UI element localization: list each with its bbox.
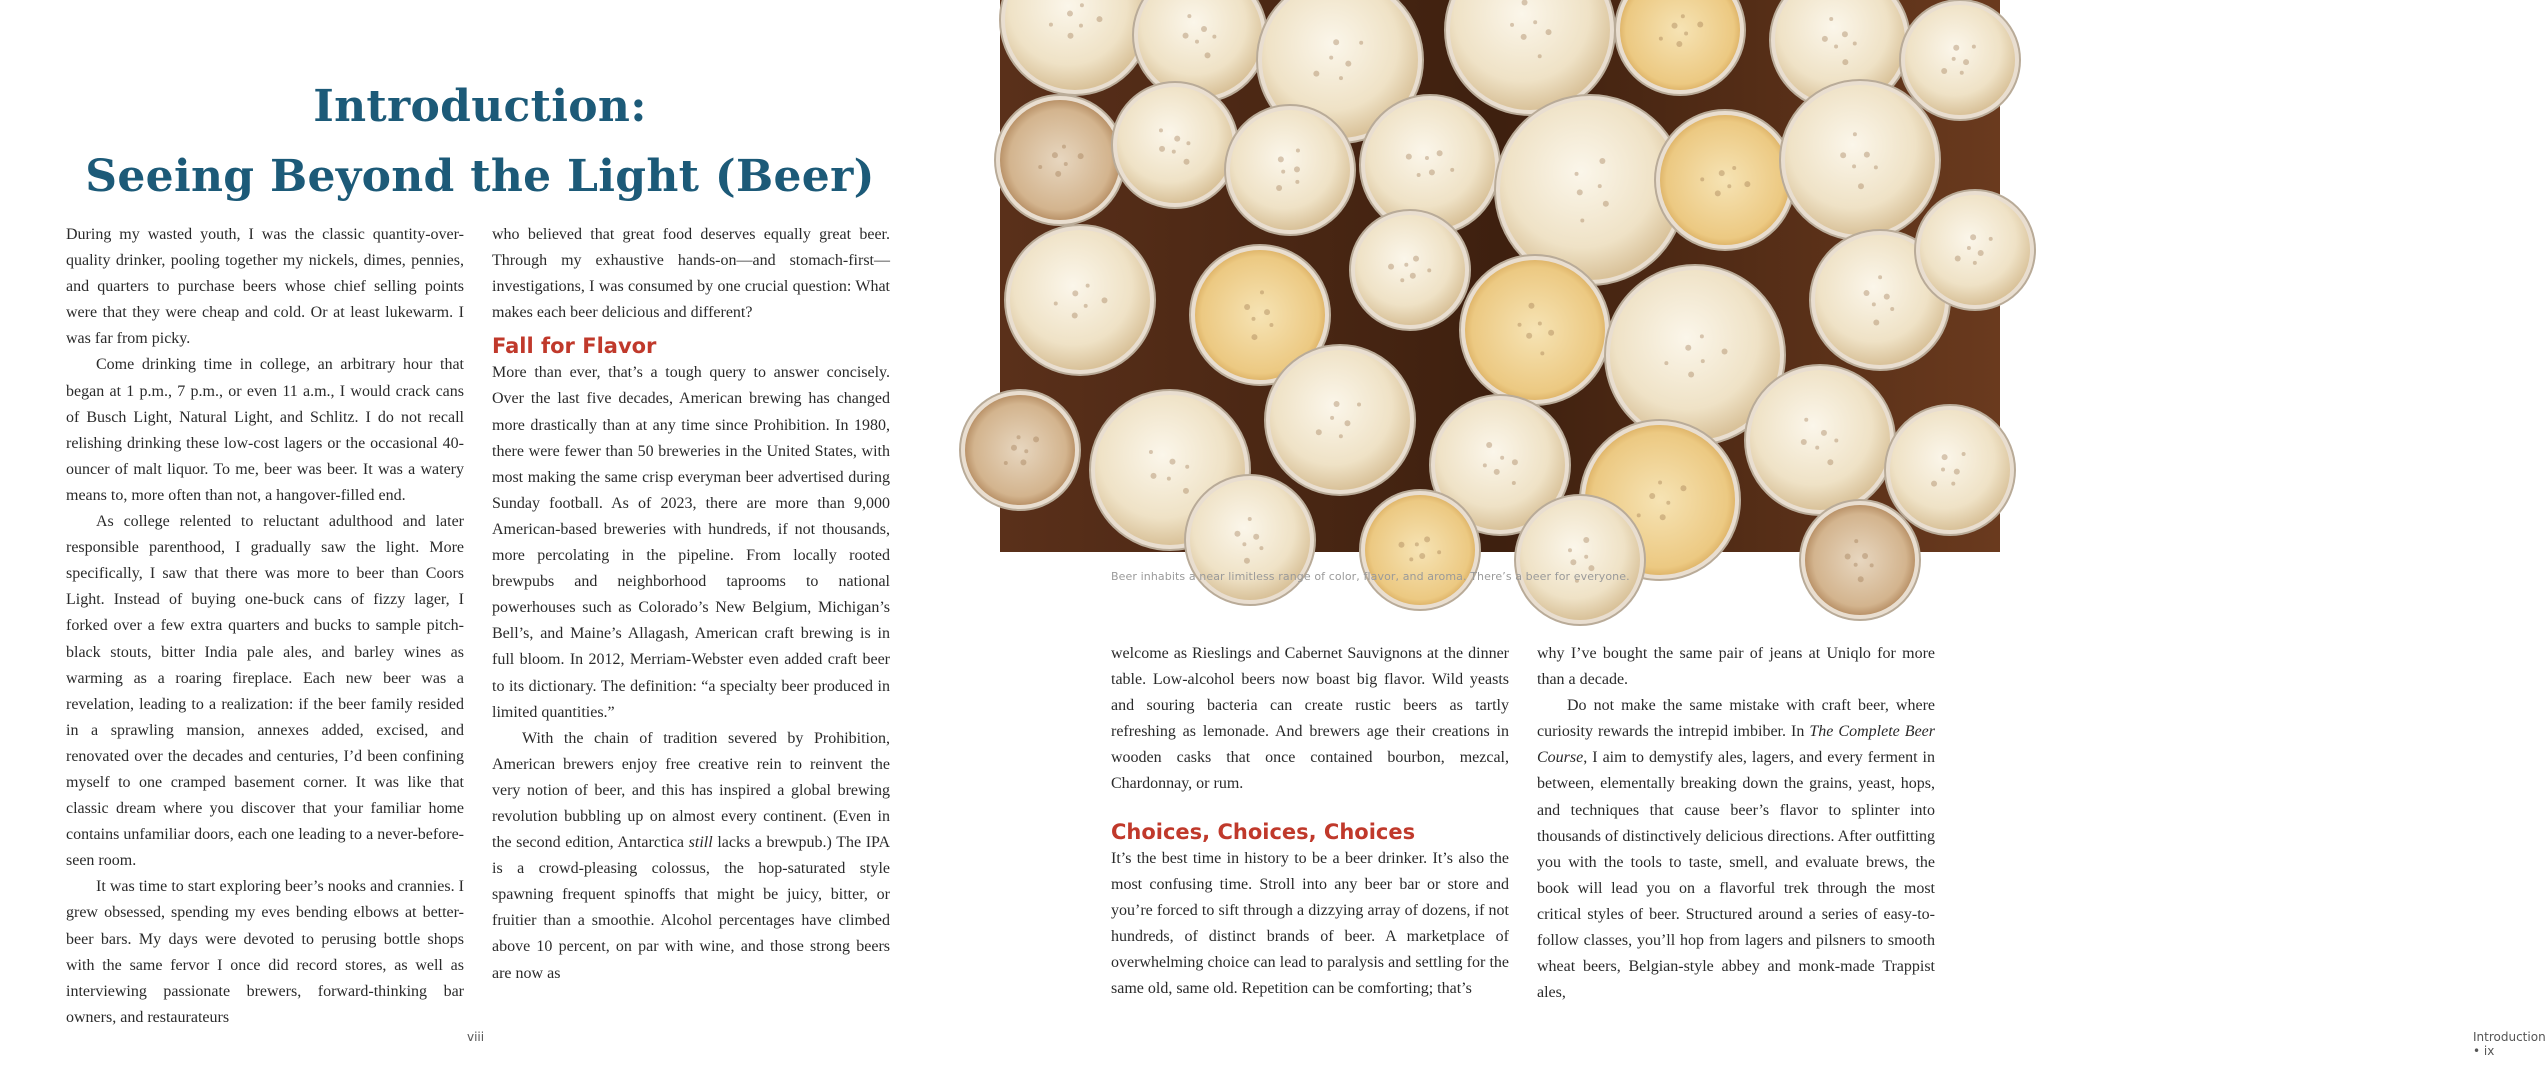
- beer-foam: [1355, 215, 1465, 325]
- bubble: [1864, 152, 1870, 158]
- beer-foam: [1230, 110, 1350, 230]
- bubble: [1978, 250, 1984, 256]
- bubble: [1212, 35, 1216, 39]
- bubble: [1413, 256, 1419, 262]
- bubble: [1494, 469, 1500, 475]
- bubble: [1055, 171, 1061, 177]
- bubble: [1827, 459, 1833, 465]
- bubble: [1842, 59, 1848, 65]
- bubble: [1688, 371, 1694, 377]
- bubble: [1186, 141, 1190, 145]
- bubble: [1526, 333, 1532, 339]
- bubble: [1339, 76, 1343, 80]
- beer-foam: [965, 395, 1075, 505]
- bubble: [1244, 558, 1250, 564]
- bubble: [1359, 41, 1363, 45]
- bubble: [1521, 34, 1527, 40]
- bubble: [1054, 301, 1058, 305]
- bubble: [1159, 128, 1163, 132]
- bubble: [1195, 40, 1199, 44]
- bubble: [1727, 184, 1731, 188]
- bubble: [1404, 263, 1408, 267]
- beer-foam: [1805, 505, 1915, 615]
- bubble: [1276, 185, 1282, 191]
- bubble: [1512, 481, 1516, 485]
- bubble: [1664, 361, 1668, 365]
- bubble: [1294, 166, 1300, 172]
- bubble: [1252, 317, 1256, 321]
- bubble: [1697, 21, 1703, 27]
- bubble: [1584, 555, 1588, 559]
- bubble: [1744, 181, 1750, 187]
- bubble: [1486, 442, 1492, 448]
- bubble: [1672, 23, 1678, 29]
- bubble: [1840, 152, 1846, 158]
- bubble: [1864, 290, 1870, 296]
- beer-foam: [1785, 85, 1935, 235]
- beer-foam: [1010, 230, 1150, 370]
- bubble: [1437, 550, 1441, 554]
- bubble: [1400, 278, 1404, 282]
- bubble: [1183, 33, 1189, 39]
- bubble: [1415, 542, 1419, 546]
- bubble: [1409, 557, 1413, 561]
- bubble: [1972, 45, 1976, 49]
- paragraph: why I’ve bought the same pair of jeans at Uniqlo for more than a decade.: [1537, 645, 1935, 689]
- bubble: [1067, 11, 1073, 17]
- bubble: [1834, 44, 1838, 48]
- bubble: [1951, 482, 1955, 486]
- bubble: [1072, 290, 1078, 296]
- section-heading-fall-for-flavor: Fall for Flavor: [492, 334, 657, 359]
- text-column-4: [1537, 641, 1935, 1006]
- bubble: [1151, 473, 1157, 479]
- bubble: [1067, 33, 1073, 39]
- bubble: [1878, 275, 1882, 279]
- bubble: [1234, 531, 1240, 537]
- bubble: [1260, 290, 1264, 294]
- beer-foam: [1117, 87, 1233, 203]
- bubble: [1345, 61, 1351, 67]
- bubble: [1169, 459, 1175, 465]
- text-column-3: [1111, 641, 1509, 1002]
- bubble: [1538, 321, 1542, 325]
- bubble: [1201, 26, 1207, 32]
- bubble: [1890, 307, 1894, 311]
- bubble: [1676, 41, 1682, 47]
- bubble: [1681, 14, 1685, 18]
- text-run: lacks a brewpub.) The IPA is a crowd-pleasing colossus, the hop-saturated style spawning frequent spinoffs that might be juicy, bitter, or fruitier than a smoothie. Alcohol percentages have climbed above 10 percent, on par with wine, and those strong beers are now as: [492, 834, 891, 982]
- bubble: [1599, 158, 1605, 164]
- beer-glasses-illustration: [1000, 0, 2000, 552]
- bubble: [1845, 554, 1851, 560]
- emphasis: still: [688, 834, 713, 852]
- bubble: [1962, 452, 1966, 456]
- bubble: [1417, 173, 1421, 177]
- bubble: [1842, 31, 1848, 37]
- beer-foam: [1520, 500, 1640, 620]
- bubble: [1388, 264, 1394, 270]
- bubble: [1450, 168, 1454, 172]
- bubble: [1685, 345, 1691, 351]
- bubble: [1722, 349, 1728, 355]
- bubble: [1568, 548, 1572, 552]
- paragraph: As college relented to reluctant adulthood and later responsible parenthood, I gradually saw the light. More specifically, I saw that there was more to beer than Coors Light. Instead of buying one-buck cans of fizzy lager, I forked over a few extra quarters and bucks to sample pitch-black stouts, bitter India pale ales, and barley wines as warming as a roaring fireplace. Each new beer was a revelation, leading to a realization: if the beer family resided in a sprawling mansion, annexes added, excised, and renovated over the decades and centuries, I’d been confining myself to one cramped basement corner. It was like that classic dream where you discover that your familiar home contains unfamiliar doors, each one leading to a never-before-seen room.: [66, 513, 464, 870]
- beer-foam: [1750, 370, 1890, 510]
- bubble: [1715, 190, 1721, 196]
- beer-foam: [1920, 195, 2030, 305]
- bubble: [1084, 304, 1088, 308]
- bubble: [1518, 323, 1522, 327]
- paragraph: It’s the best time in history to be a beer drinker. It’s also the most confusing time. Stroll into any beer bar or store and you’re forced to sift through a dizzying array of dozens, if not hundreds, of distinct brands of beer. A marketplace of overwhelming choice can lead to paralysis and settling for the same old, same old. Repetition can be comforting; that’s: [1111, 849, 1509, 998]
- bubble: [1952, 57, 1956, 61]
- bubble: [1406, 154, 1412, 160]
- bubble: [1159, 146, 1165, 152]
- bubble: [1540, 351, 1544, 355]
- bubble: [1149, 450, 1153, 454]
- bubble: [1253, 534, 1259, 540]
- bubble: [1580, 219, 1584, 223]
- bubble: [1973, 261, 1977, 265]
- bubble: [1429, 169, 1435, 175]
- bubble: [1183, 488, 1189, 494]
- bubble: [1024, 449, 1028, 453]
- bubble: [1884, 294, 1890, 300]
- text-column-2: [492, 222, 890, 987]
- bubble: [1078, 153, 1084, 159]
- bubble: [1941, 68, 1947, 74]
- bubble: [1528, 303, 1534, 309]
- paragraph: [492, 726, 890, 987]
- bubble: [1295, 180, 1299, 184]
- bubble: [1732, 166, 1736, 170]
- bubble: [1583, 537, 1589, 543]
- bubble: [1072, 312, 1078, 318]
- bubble: [1510, 23, 1514, 27]
- bubble: [1801, 439, 1807, 445]
- bubble: [1852, 164, 1856, 168]
- bubble: [1398, 542, 1404, 548]
- bubble: [1185, 465, 1189, 469]
- bubble: [1575, 172, 1579, 176]
- beer-glasses-photo: [1000, 0, 2000, 552]
- bubble: [1242, 542, 1246, 546]
- paragraph: More than ever, that’s a tough query to answer concisely. Over the last five decades, American brewing has changed more drastically than at any time since Prohibition. In 1980, there were fewer than 50 breweries in the United States, with most making the same crisp everyman beer advertised during Sunday football. As of 2023, there are more than 9,000 American-based breweries with hundreds, if not thousands, more percolating in the pipeline. From locally rooted brewpubs and neighborhood taprooms to national powerhouses such as Colorado’s New Belgium, Michigan’s Bell’s, and Maine’s Allagash, American craft brewing is in full bloom. In 2012, Merriam-Webster even added craft beer to its dictionary. The definition: “a specialty beer produced in limited quantities.”: [492, 364, 890, 721]
- bubble: [1064, 162, 1068, 166]
- bubble: [1248, 517, 1252, 521]
- page-number-left: viii: [467, 1030, 485, 1044]
- page-number-right: Introduction • ix: [2473, 1030, 2546, 1058]
- bubble: [1603, 201, 1609, 207]
- right-page: [1000, 0, 2546, 1088]
- bubble: [1033, 436, 1039, 442]
- photo-caption: Beer inhabits a near limitless range of color, flavor, and aroma. There’s a beer for everyone.: [1111, 570, 1630, 583]
- bubble: [1086, 284, 1090, 288]
- bubble: [1873, 319, 1879, 325]
- bubble: [1666, 501, 1670, 505]
- bubble: [1680, 485, 1686, 491]
- bubble: [1425, 156, 1429, 160]
- beer-foam: [1500, 100, 1680, 280]
- beer-foam: [1905, 5, 2015, 115]
- bubble: [1437, 150, 1443, 156]
- bubble: [1316, 429, 1322, 435]
- bubble: [1829, 17, 1833, 21]
- bubble: [1989, 237, 1993, 241]
- bubble: [1815, 446, 1819, 450]
- text-column-1: [66, 222, 464, 1031]
- bubble: [1967, 246, 1971, 250]
- text-run: Do not make the same mistake with craft beer, where curiosity rewards the intrepid imbiber. In: [1537, 697, 1935, 741]
- bubble: [1954, 469, 1960, 475]
- bubble: [1096, 16, 1102, 22]
- bubble: [1577, 189, 1583, 195]
- bubble: [1862, 553, 1868, 559]
- bubble: [1269, 323, 1273, 327]
- bubble: [1963, 59, 1969, 65]
- bubble: [1339, 434, 1343, 438]
- bubble: [1334, 401, 1340, 407]
- bubble: [1313, 71, 1319, 77]
- bubble: [1546, 29, 1552, 35]
- bubble: [1649, 493, 1655, 499]
- bubble: [1052, 152, 1058, 158]
- beer-foam: [1365, 100, 1495, 230]
- bubble: [1533, 20, 1537, 24]
- bubble: [1804, 418, 1808, 422]
- beer-foam: [1365, 495, 1475, 605]
- bubble: [1424, 536, 1430, 542]
- bubble: [1870, 563, 1874, 567]
- bubble: [1080, 3, 1084, 7]
- bubble: [1854, 539, 1858, 543]
- title-line-1: Introduction:: [313, 81, 647, 132]
- title-line-2: Seeing Beyond the Light (Beer): [85, 151, 875, 202]
- bubble: [1101, 297, 1107, 303]
- bubble: [1259, 546, 1263, 550]
- bubble: [1049, 23, 1053, 27]
- bubble: [1953, 45, 1959, 51]
- bubble: [1062, 145, 1066, 149]
- bubble: [1570, 559, 1576, 565]
- paragraph: Come drinking time in college, an arbitrary hour that began at 1 p.m., 7 p.m., or even 11 a.m., I would crack cans of Busch Light, Natural Light, and Schlitz. I do not recall relishing drinking these low-cost lagers or the occasional 40-ouncer of malt liquor. To me, beer was beer. It was a watery means to, more often than not, a hangover-filled end.: [66, 356, 464, 504]
- bubble: [1251, 334, 1257, 340]
- bubble: [1960, 71, 1964, 75]
- beer-foam: [1465, 260, 1605, 400]
- bubble: [1296, 149, 1300, 153]
- paragraph: During my wasted youth, I was the classic quantity-over-quality drinker, pooling together my nickels, dimes, pennies, and quarters to purchase beers whose chief selling points were that they were cheap and cold. Or at least lukewarm. I was far from picky.: [66, 226, 464, 348]
- bubble: [1205, 52, 1211, 58]
- bubble: [1329, 56, 1333, 60]
- bubble: [1658, 481, 1662, 485]
- bubble: [1357, 403, 1361, 407]
- bubble: [1970, 234, 1976, 240]
- bubble: [1659, 37, 1663, 41]
- bubble: [1187, 14, 1191, 18]
- beer-foam: [1000, 100, 1120, 220]
- bubble: [1004, 461, 1008, 465]
- bubble: [1410, 273, 1416, 279]
- paragraph: [1537, 693, 1935, 1006]
- bubble: [1419, 553, 1425, 559]
- bubble: [1858, 576, 1864, 582]
- bubble: [1598, 184, 1602, 188]
- bubble: [1167, 477, 1171, 481]
- bubble: [1038, 165, 1042, 169]
- bubble: [1660, 514, 1666, 520]
- bubble: [1538, 54, 1542, 58]
- bubble: [1942, 454, 1948, 460]
- paragraph: who believed that great food deserves equally great beer. Through my exhaustive hands-on—and stomach-first—investigations, I was consumed by one crucial question: What makes each beer delicious and different?: [492, 226, 890, 322]
- bubble: [1344, 420, 1350, 426]
- paragraph: welcome as Rieslings and Cabernet Sauvignons at the dinner table. Low-alcohol beers now boast big flavor. Wild yeasts and souring bacteria can create rustic beers as tartly refreshing as lemonade. And brewers age their creations in wooden casks that once contained bourbon, mezcal, Chardonnay, or rum.: [1111, 645, 1509, 793]
- bubble: [1858, 183, 1864, 189]
- bubble: [1872, 302, 1876, 306]
- beer-foam: [1660, 115, 1790, 245]
- bubble: [1874, 165, 1878, 169]
- bubble: [1281, 170, 1285, 174]
- bubble: [1184, 159, 1190, 165]
- paragraph: It was time to start exploring beer’s nooks and crannies. I grew obsessed, spending my eves bending elbows at better-beer bars. My days were devoted to perusing bottle shops with the same fervor I once did record stores, as well as interviewing passionate brewers, forward-thinking bar owners, and restaurateurs: [66, 878, 464, 1026]
- bubble: [1821, 430, 1827, 436]
- page-title: [0, 72, 960, 212]
- bubble: [1941, 467, 1945, 471]
- bubble: [1011, 445, 1017, 451]
- bubble: [1700, 334, 1704, 338]
- bubble: [1853, 42, 1857, 46]
- bubble: [1931, 481, 1937, 487]
- bubble: [1548, 330, 1554, 336]
- bubble: [1079, 24, 1083, 28]
- bubble: [1512, 459, 1518, 465]
- bubble: [1264, 309, 1270, 315]
- bubble: [1330, 416, 1334, 420]
- bubble: [1500, 456, 1504, 460]
- left-page: [0, 0, 1000, 1088]
- bubble: [1278, 156, 1284, 162]
- bubble: [1853, 132, 1857, 136]
- emphasis: The Complete Beer Course: [1537, 723, 1935, 767]
- bubble: [1244, 304, 1250, 310]
- bubble: [1955, 256, 1961, 262]
- text-run: , I aim to demystify ales, lagers, and every ferment in between, elementally breaking down the grains, yeast, hops, and techniques that cause beer’s flavor to splinter into thousands of distinctively delicious directions. After outfitting you with the tools to taste, smell, and evaluate brews, the book will lead you on a flavorful trek through the most critical styles of beer. Structured around a series of easy-to-follow classes, you’ll hop from lagers and pilsners to smooth wheat beers, Belgian-style abbey and monk-made Trappist ales,: [1537, 749, 1935, 1002]
- bubble: [1684, 31, 1688, 35]
- bubble: [1822, 36, 1828, 42]
- bubble: [1174, 136, 1180, 142]
- bubble: [1701, 359, 1705, 363]
- bubble: [1483, 463, 1487, 467]
- beer-foam: [1890, 410, 2010, 530]
- bubble: [1834, 439, 1838, 443]
- text-run: With the chain of tradition severed by Prohibition, American brewers enjoy free creative rein to reinvent the very notion of beer, and this has inspired a global brewing revolution bubbling up on almost every continent. (Even in the second edition, Antarctica: [492, 729, 890, 852]
- bubble: [1017, 435, 1021, 439]
- bubble: [1333, 39, 1339, 45]
- section-heading-choices: Choices, Choices, Choices: [1111, 819, 1416, 844]
- bubble: [1700, 177, 1704, 181]
- bubble: [1854, 563, 1858, 567]
- bubble: [1637, 513, 1641, 517]
- beer-foam: [1270, 350, 1410, 490]
- bubble: [1427, 268, 1431, 272]
- bubble: [1020, 459, 1026, 465]
- bubble: [1172, 150, 1176, 154]
- bubble: [1719, 170, 1725, 176]
